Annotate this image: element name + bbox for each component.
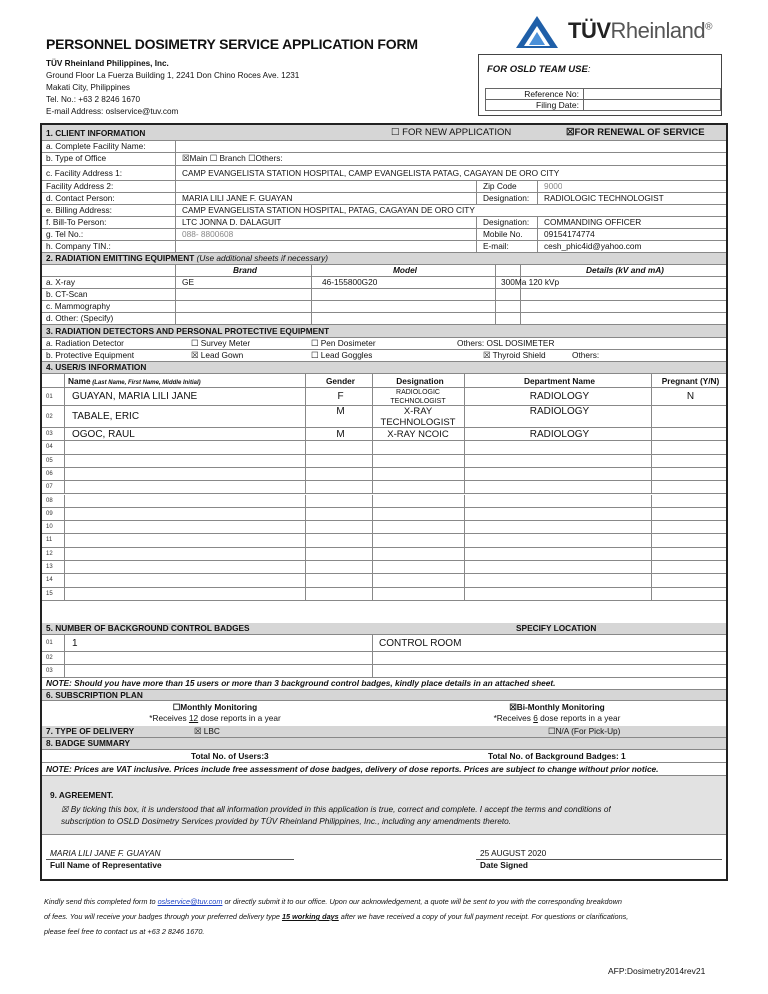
bill-to-designation-field[interactable]: COMMANDING OFFICER xyxy=(544,217,642,227)
badge-number: 02 xyxy=(46,655,53,661)
user-designation-line-2: TECHNOLOGIST xyxy=(390,398,446,405)
application-form xyxy=(40,123,728,881)
user-department[interactable] xyxy=(464,468,651,480)
row-billing: e. Billing Address: CAMP EVANGELISTA STATION HOSPITAL, PATAG, CAGAYAN DE ORO CITY xyxy=(42,205,726,217)
survey-meter-checkbox[interactable]: ☐ Survey Meter xyxy=(191,338,251,348)
section-equipment: 2. RADIATION EMITTING EQUIPMENT (Use additional sheets if necessary) xyxy=(42,253,726,265)
equipment-brand[interactable]: GE xyxy=(182,277,194,287)
user-designation[interactable] xyxy=(372,495,464,507)
user-department[interactable] xyxy=(464,495,651,507)
user-department[interactable] xyxy=(464,534,651,546)
section-agreement: 9. AGREEMENT. ☒ By ticking this box, it is understood that all information provided in this application is true, correct and complete. I accept the terms and conditions of subscription to OSLD Dosimetry Services provided by TÜV Rheinland Philippines, Inc., including any amendments thereto. MARIA LILI JANE F. GUAYAN Full Name of Representative 25 AUGUST 2020 Date Signed xyxy=(42,776,726,879)
user-gender[interactable] xyxy=(305,534,372,546)
total-users: 3 xyxy=(264,751,269,761)
equipment-brand[interactable] xyxy=(178,301,182,312)
company-email: E-mail Address: oslservice@tuv.com xyxy=(46,107,179,116)
equipment-details[interactable] xyxy=(497,313,501,324)
company-tel: Tel. No.: +63 2 8246 1670 xyxy=(46,95,140,104)
row-bill-to: f. Bill-To Person: LTC JONNA D. DALAGUIT Designation: COMMANDING OFFICER xyxy=(42,217,726,229)
equipment-details[interactable] xyxy=(497,301,501,312)
section-badge-summary: 8. BADGE SUMMARY xyxy=(42,738,726,750)
user-number: 09 xyxy=(46,510,53,517)
user-pregnant[interactable] xyxy=(651,455,726,467)
user-gender[interactable] xyxy=(305,574,372,586)
osld-heading: FOR OSLD TEAM USE: xyxy=(487,64,591,75)
user-pregnant[interactable] xyxy=(651,468,726,480)
table-row xyxy=(42,548,726,561)
user-name[interactable] xyxy=(68,495,72,507)
user-pregnant[interactable] xyxy=(651,428,726,440)
user-designation[interactable] xyxy=(372,388,464,405)
user-number: 10 xyxy=(46,524,53,531)
equipment-header-row: Brand Model Details (kV and mA) xyxy=(42,265,726,277)
equipment-brand[interactable] xyxy=(178,313,182,324)
row-office-type: b. Type of Office ☒Main ☐ Branch ☐Others: xyxy=(42,153,726,166)
pickup-checkbox[interactable]: ☐N/A (For Pick-Up) xyxy=(548,726,621,736)
user-gender[interactable] xyxy=(305,588,372,600)
user-department[interactable]: RADIOLOGY xyxy=(529,406,590,417)
badge-row xyxy=(42,665,726,678)
total-background-badges: Total No. of Background Badges: 1 xyxy=(488,751,626,761)
badge-number: 01 xyxy=(46,640,53,646)
badge-location[interactable] xyxy=(375,665,379,677)
detector-others[interactable]: Others: OSL DOSIMETER xyxy=(457,338,555,348)
user-gender[interactable] xyxy=(305,468,372,480)
user-name[interactable] xyxy=(68,455,72,467)
user-number: 03 xyxy=(46,431,53,437)
user-department[interactable] xyxy=(464,588,651,600)
filing-field[interactable] xyxy=(584,100,721,111)
user-pregnant[interactable] xyxy=(651,508,726,520)
equipment-label: a. X-ray xyxy=(46,277,76,287)
user-name[interactable] xyxy=(68,588,72,600)
user-department[interactable] xyxy=(464,508,651,520)
user-gender[interactable] xyxy=(305,521,372,533)
table-row xyxy=(42,406,726,428)
address-1-field[interactable]: CAMP EVANGELISTA STATION HOSPITAL, CAMP EVANGELISTA PATAG, CAGAYAN DE ORO CITY xyxy=(182,168,560,178)
users-header-row: Name (Last Name, First Name, Middle Initial) Gender Designation Department Name Pregnant (Y/N) xyxy=(42,374,726,388)
osld-reference-table xyxy=(485,88,721,111)
user-name[interactable] xyxy=(68,508,72,520)
zip-field[interactable]: 9000 xyxy=(544,181,563,191)
user-name[interactable] xyxy=(68,468,72,480)
user-department[interactable]: RADIOLOGY xyxy=(529,429,590,440)
table-row xyxy=(42,481,726,494)
equipment-model[interactable]: 46-155800G20 xyxy=(322,277,378,287)
company-name: TÜV Rheinland Philippines, Inc. xyxy=(46,59,169,68)
user-designation[interactable] xyxy=(372,468,464,480)
equipment-row xyxy=(42,277,726,289)
user-number: 15 xyxy=(46,590,53,597)
user-name[interactable] xyxy=(68,521,72,533)
representative-name[interactable]: MARIA LILI JANE F. GUAYAN xyxy=(50,848,161,858)
bimonthly-note: *Receives 6 dose reports in a year xyxy=(493,713,621,723)
section-subscription: 6. SUBSCRIPTION PLAN xyxy=(42,690,726,701)
monthly-monitoring-checkbox[interactable]: ☐Monthly Monitoring xyxy=(172,702,258,712)
equipment-model[interactable] xyxy=(318,289,322,300)
user-number: 11 xyxy=(46,537,53,544)
equipment-row xyxy=(42,289,726,301)
row-tin: h. Company TIN.: E-mail: cesh_phic4id@yahoo.com xyxy=(42,241,726,253)
user-pregnant[interactable] xyxy=(651,481,726,493)
subscription-options xyxy=(42,701,726,726)
user-pregnant[interactable] xyxy=(651,534,726,546)
user-designation[interactable]: X-RAY NCOIC xyxy=(387,429,449,440)
table-row xyxy=(42,534,726,547)
badge-count[interactable] xyxy=(68,652,72,664)
user-designation[interactable] xyxy=(372,548,464,560)
table-row xyxy=(42,388,726,406)
email-field[interactable]: cesh_phic4id@yahoo.com xyxy=(544,241,642,251)
user-gender[interactable] xyxy=(305,481,372,493)
user-designation[interactable] xyxy=(372,561,464,573)
date-signed[interactable]: 25 AUGUST 2020 xyxy=(480,848,547,858)
user-name[interactable] xyxy=(68,481,72,493)
facility-name-field[interactable] xyxy=(178,141,182,152)
user-number: 05 xyxy=(46,457,53,464)
filing-label: Filing Date: xyxy=(486,100,584,111)
user-gender[interactable]: M xyxy=(336,406,345,417)
section-client-info: 1. CLIENT INFORMATION ☐ FOR NEW APPLICATION ☒FOR RENEWAL OF SERVICE xyxy=(42,125,726,141)
user-department[interactable] xyxy=(464,455,651,467)
user-pregnant[interactable] xyxy=(651,441,726,453)
pen-dosimeter-checkbox[interactable]: ☐ Pen Dosimeter xyxy=(311,338,376,348)
user-name[interactable] xyxy=(68,548,72,560)
table-row xyxy=(42,428,726,441)
user-designation[interactable] xyxy=(372,406,464,427)
user-designation[interactable] xyxy=(372,441,464,453)
form-code: AFP:Dosimetry2014rev21 xyxy=(608,966,706,976)
table-row xyxy=(42,468,726,481)
user-designation-line-2: TECHNOLOGIST xyxy=(380,417,456,427)
table-row xyxy=(42,588,726,601)
row-address-2: Facility Address 2: Zip Code 9000 xyxy=(42,181,726,193)
user-name[interactable] xyxy=(68,534,72,546)
equipment-label: c. Mammography xyxy=(46,301,111,311)
user-department[interactable] xyxy=(464,548,651,560)
user-number: 06 xyxy=(46,470,53,477)
table-row xyxy=(42,441,726,454)
equipment-label: b. CT-Scan xyxy=(46,289,88,299)
user-gender[interactable] xyxy=(305,561,372,573)
user-pregnant[interactable] xyxy=(651,574,726,586)
row-facility-name: a. Complete Facility Name: xyxy=(42,141,726,153)
user-gender[interactable] xyxy=(305,548,372,560)
table-row xyxy=(42,561,726,574)
lead-gown-checkbox[interactable]: ☒ Lead Gown xyxy=(191,350,244,360)
equipment-details[interactable] xyxy=(497,289,501,300)
badges-note: NOTE: Should you have more than 15 users or more than 3 background control badges, kindly place details in an attached sheet. xyxy=(42,678,726,690)
user-number: 14 xyxy=(46,577,53,584)
pricing-note: NOTE: Prices are VAT inclusive. Prices include free assessment of dose badges, delivery of dose reports. Prices are subject to change without prior notice. xyxy=(42,763,726,776)
footer-instructions: Kindly send this completed form to oslservice@tuv.com or directly submit it to our office. Upon our acknowledgement, a quote will be sent to you with the corresponding breakdown of fees. You will receive your badges through your preferred delivery type 15 working days after we have received a copy of your full payment receipt. For questions or clarifications, please feel free to contact us at +63 2 8246 1670. xyxy=(44,897,629,936)
equipment-model[interactable] xyxy=(318,301,322,312)
section-background-badges: 5. NUMBER OF BACKGROUND CONTROL BADGES SPECIFY LOCATION xyxy=(42,623,726,635)
renewal-checkbox[interactable]: ☒FOR RENEWAL OF SERVICE xyxy=(566,127,705,138)
user-name[interactable] xyxy=(68,441,72,453)
user-designation[interactable] xyxy=(372,534,464,546)
badge-count[interactable] xyxy=(68,665,72,677)
office-type-checkboxes[interactable]: ☒Main ☐ Branch ☐Others: xyxy=(182,153,283,163)
equipment-brand[interactable] xyxy=(178,289,182,300)
section-users: 4. USER/S INFORMATION xyxy=(42,362,726,374)
thyroid-shield-checkbox[interactable]: ☒ Thyroid Shield xyxy=(483,350,546,360)
company-address-1: Ground Floor La Fuerza Building 1, 2241 Don Chino Roces Ave. 1231 xyxy=(46,71,300,80)
agreement-checkbox[interactable]: ☒ By ticking this box, it is understood that all information provided in this application is true, correct and complete. I accept the terms and conditions of xyxy=(61,804,611,814)
user-designation-line-1: X-RAY xyxy=(403,406,433,417)
user-department[interactable]: RADIOLOGY xyxy=(529,391,590,402)
oslservice-email-link[interactable]: oslservice@tuv.com xyxy=(157,897,223,906)
user-designation[interactable] xyxy=(372,521,464,533)
billing-field[interactable]: CAMP EVANGELISTA STATION HOSPITAL, PATAG, CAGAYAN DE ORO CITY xyxy=(182,205,475,215)
user-gender[interactable] xyxy=(305,495,372,507)
lbc-checkbox[interactable]: ☒ LBC xyxy=(194,726,220,736)
user-number: 07 xyxy=(46,484,53,491)
user-designation-line-1: RADIOLOGIC xyxy=(396,389,440,396)
user-gender[interactable] xyxy=(305,455,372,467)
badge-location[interactable]: CONTROL ROOM xyxy=(379,638,462,649)
tuv-triangle-icon xyxy=(514,14,560,50)
user-pregnant[interactable] xyxy=(651,561,726,573)
user-pregnant[interactable] xyxy=(651,406,726,427)
user-pregnant[interactable] xyxy=(651,521,726,533)
badge-number: 03 xyxy=(46,668,53,674)
user-designation[interactable] xyxy=(372,574,464,586)
user-pregnant[interactable] xyxy=(651,495,726,507)
user-number: 02 xyxy=(46,414,53,420)
table-row xyxy=(42,521,726,534)
user-name[interactable]: GUAYAN, MARIA LILI JANE xyxy=(72,391,198,402)
summary-row: Total No. of Users: 3 Total No. of Background Badges: 1 xyxy=(42,750,726,763)
tel-field[interactable]: 088- 8800608 xyxy=(182,229,234,239)
protective-others[interactable]: Others: xyxy=(572,350,600,360)
user-designation[interactable] xyxy=(372,508,464,520)
user-gender[interactable] xyxy=(305,441,372,453)
bill-to-field[interactable]: LTC JONNA D. DALAGUIT xyxy=(182,217,282,227)
user-number: 01 xyxy=(46,394,53,400)
reference-field[interactable] xyxy=(584,89,721,100)
table-row xyxy=(42,455,726,468)
table-row xyxy=(42,495,726,508)
agreement-text-2: subscription to OSLD Dosimetry Services provided by TÜV Rheinland Philippines, Inc., including any amendments thereto. xyxy=(61,816,512,826)
user-name[interactable] xyxy=(68,574,72,586)
user-department[interactable] xyxy=(464,521,651,533)
contact-designation-field[interactable]: RADIOLOGIC TECHNOLOGIST xyxy=(544,193,664,203)
equipment-details[interactable]: 300Ma 120 kVp xyxy=(501,277,560,287)
equipment-row xyxy=(42,313,726,325)
reference-label: Reference No: xyxy=(486,89,584,100)
company-block xyxy=(46,58,299,118)
company-address-2: Makati City, Philippines xyxy=(46,83,131,92)
user-number: 13 xyxy=(46,564,53,570)
user-name[interactable] xyxy=(68,561,72,573)
tuv-logo xyxy=(514,12,734,52)
lead-goggles-checkbox[interactable]: ☐ Lead Goggles xyxy=(311,350,373,360)
bimonthly-monitoring-checkbox[interactable]: ☒Bi-Monthly Monitoring xyxy=(509,702,605,712)
user-department[interactable] xyxy=(464,441,651,453)
user-name[interactable]: TABALE, ERIC xyxy=(72,411,140,422)
row-radiation-detector: a. Radiation Detector ☐ Survey Meter ☐ Pen Dosimeter Others: OSL DOSIMETER xyxy=(42,338,726,350)
table-row xyxy=(42,508,726,521)
equipment-row xyxy=(42,301,726,313)
user-pregnant[interactable] xyxy=(651,588,726,600)
row-protective-equipment: b. Protective Equipment ☒ Lead Gown ☐ Lead Goggles ☒ Thyroid Shield Others: xyxy=(42,350,726,362)
badge-row xyxy=(42,652,726,665)
osld-team-box xyxy=(478,54,722,116)
monthly-note: *Receives 12 dose reports in a year xyxy=(149,713,281,723)
user-gender[interactable] xyxy=(305,508,372,520)
badge-count[interactable]: 1 xyxy=(72,638,78,649)
mobile-field[interactable]: 09154174774 xyxy=(544,229,595,239)
form-title: PERSONNEL DOSIMETRY SERVICE APPLICATION FORM xyxy=(46,36,418,52)
equipment-label: d. Other: (Specify) xyxy=(46,313,114,323)
row-contact: d. Contact Person: MARIA LILI JANE F. GUAYAN Designation: RADIOLOGIC TECHNOLOGIST xyxy=(42,193,726,205)
badge-location[interactable] xyxy=(375,652,379,664)
user-designation[interactable] xyxy=(372,481,464,493)
user-department[interactable] xyxy=(464,481,651,493)
row-tel: g. Tel No.: 088- 8800608 Mobile No. 09154174774 xyxy=(42,229,726,241)
user-designation[interactable] xyxy=(372,455,464,467)
user-number: 08 xyxy=(46,497,53,504)
equipment-model[interactable] xyxy=(318,313,322,324)
user-number: 12 xyxy=(46,550,53,557)
section-delivery: 7. TYPE OF DELIVERY ☒ LBC ☐N/A (For Pick-Up) xyxy=(42,726,726,738)
user-pregnant[interactable] xyxy=(651,548,726,560)
contact-field[interactable]: MARIA LILI JANE F. GUAYAN xyxy=(182,193,293,203)
user-department[interactable] xyxy=(464,561,651,573)
user-number: 04 xyxy=(46,444,53,451)
user-gender[interactable]: F xyxy=(337,391,344,402)
section-detectors: 3. RADIATION DETECTORS AND PERSONAL PROTECTIVE EQUIPMENT xyxy=(42,325,726,338)
user-name[interactable]: OGOC, RAUL xyxy=(72,429,135,440)
table-row xyxy=(42,574,726,587)
user-designation[interactable] xyxy=(372,588,464,600)
row-address-1: c. Facility Address 1: CAMP EVANGELISTA STATION HOSPITAL, CAMP EVANGELISTA PATAG, CAGAYAN DE ORO CITY xyxy=(42,166,726,181)
user-department[interactable] xyxy=(464,574,651,586)
logo-wordmark: TÜVRheinland® xyxy=(568,18,712,43)
badge-row xyxy=(42,635,726,652)
user-gender[interactable]: M xyxy=(336,429,345,440)
user-pregnant[interactable]: N xyxy=(686,391,695,402)
new-application-checkbox[interactable]: ☐ FOR NEW APPLICATION xyxy=(391,127,512,138)
